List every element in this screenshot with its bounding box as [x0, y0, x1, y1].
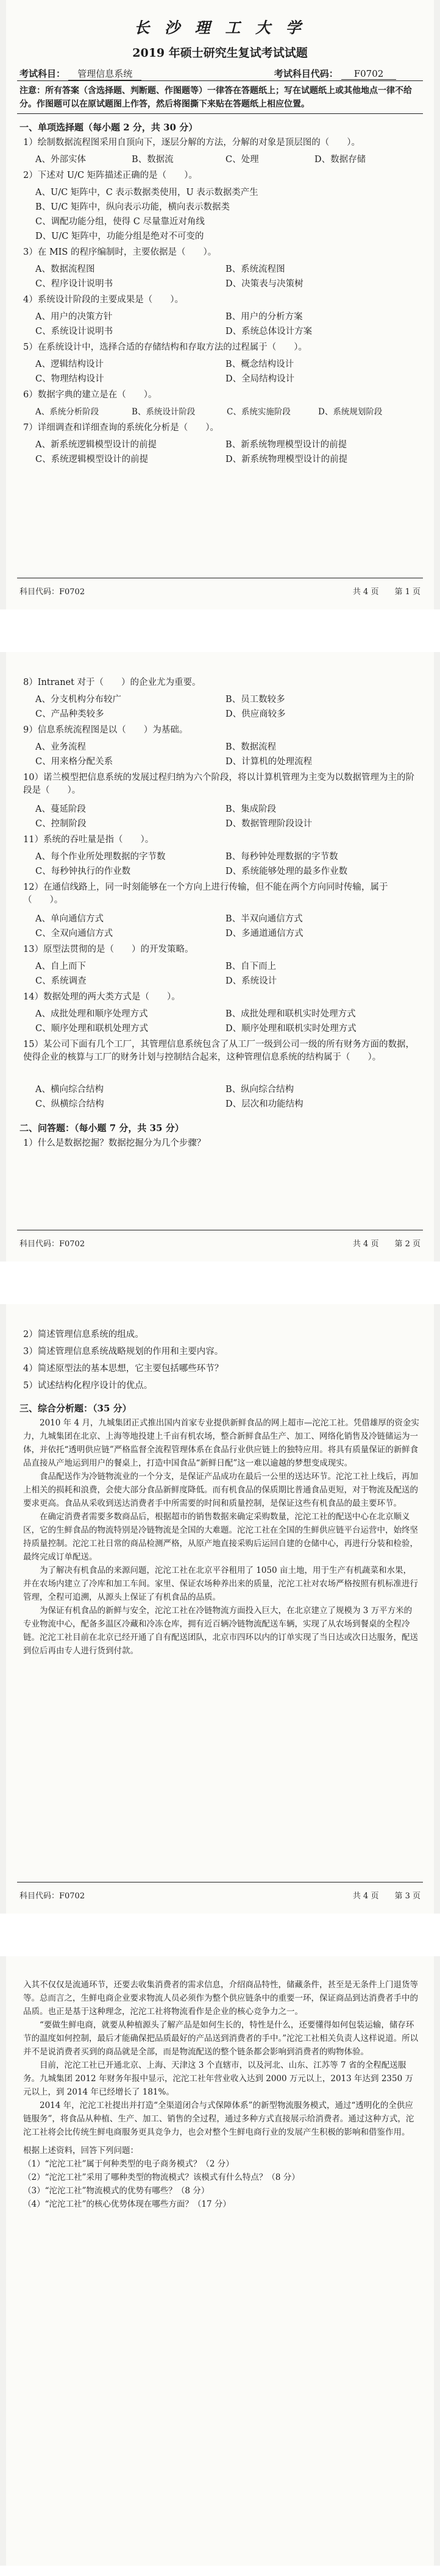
divider	[17, 80, 423, 81]
case-paragraph: 食品配送作为冷链物流业的一个分支，是保证产品成功在最后一公里的送达环节。沱沱工社上线后，再加上相关的损耗和浪费，会使大部分食品新鲜度降低。而有机食品的保质期比普通食品更短，对于物流及配送的要求更高。食品从采收到送达消费者手中所需要的时间和质量控制，是保证这些有机食品的最主要环节。	[23, 1472, 418, 1508]
question-stem: 3）在 MIS 的程序编制时，主要依据是（ ）。	[23, 247, 217, 257]
option: D、系统能够处理的最多作业数	[225, 867, 348, 876]
question-stem: 14）数据处理的两大类方式是（ ）。	[23, 992, 180, 1002]
option: C、全双向通信方式	[35, 929, 113, 939]
case-text	[23, 1416, 419, 1658]
option: A、用户的决策方针	[35, 312, 113, 322]
subject-label: 考试科目：	[20, 68, 66, 79]
option: A、横向综合结构	[35, 1085, 104, 1095]
option: C、系统设计说明书	[35, 327, 113, 336]
question-stem: 1）什么是数据挖掘？数据挖掘分为几个步骤？	[23, 1138, 206, 1148]
option: B、系统设计阶段	[132, 407, 196, 417]
option: A、逻辑结构设计	[35, 360, 104, 369]
option: C、用来格分配关系	[35, 757, 113, 767]
footer-code: 科目代码：F0702	[20, 1240, 85, 1249]
option: B、集成阶段	[225, 804, 277, 814]
option: A、数据流程图	[35, 264, 95, 274]
case-paragraph: 2010 年 4 月，九城集团正式推出国内首家专业提供新鲜食品的网上超市—沱沱工社。凭借雄厚的资金实力，九城集团在北京、上海等地投建上千亩有机农场，整合新鲜食品生产、加工、网络化销售及冷链储运为一体，并依托“透明供应链”严格监督全流程管理体系在食品行业供应链上的独特应用。将具有质量保证的新鲜食品直接从产地运到用户的餐桌上，打造中国食品“新鲜日配”这一难以逾越的梦想变成现实。	[23, 1418, 419, 1468]
question-stem: 3）简述管理信息系统战略规划的作用和主要内容。	[23, 1347, 224, 1357]
option: C、纵横综合结构	[35, 1099, 104, 1109]
question-stem: 10）诺兰模型把信息系统的发展过程归纳为六个阶段，将以计算机管理为主变为以数据管理为主的阶段是（ ）。	[23, 773, 414, 795]
page-sheet	[6, 1956, 434, 2566]
option: A、每个作业所处理数据的字节数	[35, 852, 166, 862]
question-stem: 5）在系统设计中，选择合适的存储结构和存取方法的过程属于（ ）。	[23, 342, 307, 352]
option: C、调配功能分组，使得 C 尽量靠近对角线	[35, 217, 205, 227]
section-title: 三、综合分析题：（35 分）	[20, 1403, 132, 1414]
answer-item: （2）“沱沱工社”采用了哪种类型的物流模式？该模式有什么特点？（8 分）	[23, 2173, 300, 2182]
option: B、自下而上	[225, 962, 277, 971]
section-title: 一、单项选择题（每小题 2 分，共 30 分）	[20, 122, 198, 133]
option: B、成批处理和联机实时处理方式	[225, 1009, 356, 1019]
option: A、蔓延阶段	[35, 804, 86, 814]
option: C、每秒钟执行的作业数	[35, 867, 131, 876]
answer-item: （3）“沱沱工社”物流模式的优势有哪些？（8 分）	[23, 2186, 210, 2196]
option: D、顺序处理和联机实时处理方式	[225, 1024, 357, 1034]
footer-code: 科目代码：F0702	[20, 1892, 85, 1901]
option: B、概念结构设计	[225, 360, 294, 369]
exam-page-4	[0, 1956, 440, 2566]
option: A、外部实体	[35, 155, 86, 165]
page-sheet	[6, 0, 434, 609]
option: A、自上而下	[35, 962, 86, 971]
question-stem: 11）系统的吞吐量是指（ ）。	[23, 835, 154, 845]
option: B、用户的分析方案	[225, 312, 303, 322]
option: D、系统总体设计方案	[225, 327, 313, 336]
case-paragraph: 目前，沱沱工社已开通北京、上海、天津这 3 个直辖市，以及河北、山东、江苏等 7 省的全程配送服务。九城集团 2012 年财务年报中显示，沱沱工社年营业收入达到 2000 万元以上，2013 年达到 2350 万元以上，到 2014 年已经增长了 181%。	[23, 2060, 413, 2097]
code-value: F0702	[341, 68, 396, 80]
option: A、新系统逻辑模型设计的前提	[35, 440, 157, 450]
answer-title: 根据上述资料，回答下列问题：	[23, 2146, 138, 2156]
answer-item: （4）“沱沱工社”的核心优势体现在哪些方面？（17 分）	[23, 2199, 231, 2209]
option: A、业务流程	[35, 742, 86, 752]
page-sheet	[6, 652, 434, 1261]
option: B、数据流	[132, 155, 174, 165]
exam-page-3	[0, 1304, 440, 1914]
footer-code: 科目代码：F0702	[20, 587, 85, 597]
option: C、系统逻辑模型设计的前提	[35, 455, 149, 464]
case-paragraph: “要做生鲜电商，就要从种植源头了解产品是如何生长的，特性是什么，还要懂得如何包装运输，储存环节的温度如何控制，最后才能确保把品质最好的产品送到消费者的手中。”沱沱工社相关负责人这样说道。所以并不是说消费者买到的商品就是全部，而是物流配送的整个链条都会影响到消费者的购物体验。	[23, 2020, 419, 2057]
case-paragraph: 为保证有机食品的新鲜与安全，沱沱工社在冷链物流方面投入巨大，在北京建立了规模为 3 万平方米的专业物流中心，配备多温区冷藏和冷冻仓库，拥有近百辆冷链物流配送车辆，实现了从农场到餐桌的全程冷链。沱沱工社目前在北京已经开通了自有配送团队，北京市四环以内的订单实现了当日达或次日达服务，配送到位后再由专人进行货到付款。	[23, 1606, 418, 1656]
case-paragraph: 在确定消费者需要多数商品后，根据超市的销售数据来确定采购数量，沱沱工社的配送中心在北京顺义区，它的生鲜食品的物流特别是冷链物流是全国的大难题。沱沱工社在全国的生鲜供应链平台运营中，始终坚持质量控制。沱沱工社日常的商品检测严格，从原产地直接采购后运回自建的仓储中心，再进行分装和检验，最终完成订单配送。	[23, 1512, 418, 1562]
page-sheet	[6, 1304, 434, 1914]
case-paragraph: 入其不仅仅是流通环节，还要去收集消费者的需求信息，介绍商品特性，储藏条件，甚至是无条件上门退货等等。总而言之，生鲜电商企业要求物流人员必须作为整个供应链条中的重要一环，保证商品到达消费者手中的品质。也正是基于这种理念，沱沱工社将物流看作是企业的核心竞争力之一。	[23, 1980, 418, 2017]
option: A、分支机构分布较广	[35, 695, 121, 704]
option: D、数据存储	[314, 155, 366, 165]
option: A、U/C 矩阵中，C 表示数据类使用，U 表示数据类产生	[35, 188, 258, 197]
option: C、系统调查	[35, 976, 87, 986]
option: D、供应商较多	[225, 709, 286, 719]
option: D、多通道通信方式	[225, 929, 303, 939]
option: C、物理结构设计	[35, 374, 104, 384]
option: B、纵向综合结构	[225, 1085, 294, 1095]
code-block	[274, 67, 396, 80]
question-stem: 13）原型法贯彻的是（ ）的开发策略。	[23, 945, 194, 954]
question-stem: 2）下述对 U/C 矩阵描述正确的是（ ）。	[23, 171, 197, 180]
question-stem: 2）简述管理信息系统的组成。	[23, 1330, 144, 1339]
option: A、成批处理和顺序处理方式	[35, 1009, 148, 1019]
option: B、系统流程图	[225, 264, 285, 274]
page-footer	[20, 585, 420, 597]
question-stem: 12）在通信线路上，同一时刻能够在一个方向上进行传输，但不能在两个方向同时传输，属于（ ）。	[23, 882, 388, 905]
option: D、决策表与决策树	[225, 279, 303, 289]
option: D、全局结构设计	[225, 374, 295, 384]
exam-notice: 注意：所有答案（含选择题、判断题、作图题等）一律答在答题纸上；写在试题纸上或其他地点一律不给分。作图题可以在原试题图上作答，然后将图撕下来贴在答题纸上相应位置。	[20, 86, 412, 109]
question-stem: 5）试述结构化程序设计的优点。	[23, 1381, 153, 1391]
exam-page-1	[0, 0, 440, 609]
question-stem: 4）简述原型法的基本思想，它主要包括哪些环节？	[23, 1364, 224, 1374]
divider	[17, 113, 423, 114]
exam-title: 2019 年硕士研究生复试考试试题	[132, 46, 308, 60]
option: C、控制阶段	[35, 819, 87, 829]
question-stem: 6）数据字典的建立是在（ ）。	[23, 390, 157, 400]
option: C、处理	[225, 155, 259, 165]
question-stem: 4）系统设计阶段的主要成果是（ ）。	[23, 295, 183, 305]
university-name: 长 沙 理 工 大 学	[134, 19, 306, 37]
case-paragraph: 为了解决有机食品的来源问题，沱沱工社在北京平谷租用了 1050 亩土地，用于生产有机蔬菜和水果，并在农场内建立了冷库和加工车间。家里、保证农场种养出来的质量，沱沱工社对农场严格按照有机标准进行管理，全程可追溯，从源头上保证了有机食品的品质。	[23, 1566, 418, 1602]
subject-value: 管理信息系统	[68, 67, 141, 80]
option: D、系统规划阶段	[318, 407, 383, 417]
option: D、数据管理阶段设计	[225, 819, 313, 829]
option: B、数据流程	[225, 742, 277, 752]
option: D、新系统物理模型设计的前提	[225, 455, 348, 464]
option: B、新系统物理模型设计的前提	[225, 440, 347, 450]
footer-pages: 共 4 页 第 3 页	[352, 1892, 420, 1901]
question-stem: 7）详细调查和详细查询的系统化分析是（ ）。	[23, 423, 219, 433]
option: A、单向通信方式	[35, 914, 104, 924]
case-text	[23, 1978, 419, 2211]
case-paragraph: 2014 年，沱沱工社提出并打造“全渠道闭合与式保障体系”的新型物流服务模式，通过“透明化的全供应链服务”，将食品从种植、生产、加工、销售的全过程，通过多种方式直接展示给消费者。通过这种方式，沱沱工社将会比传统生鲜电商服务更具竞争力，也会对整个生鲜电商行业的发展产生积极的影响和借鉴作用。	[23, 2101, 414, 2137]
answer-item: （1）“沱沱工社”属于何种类型的电子商务模式？（2 分）	[23, 2159, 234, 2169]
subject-row	[20, 67, 420, 80]
option: A、系统分析阶段	[35, 407, 99, 417]
option: C、系统实施阶段	[227, 407, 291, 417]
option: B、每秒钟处理数据的字节数	[225, 852, 338, 862]
option: C、程序设计说明书	[35, 279, 113, 289]
question-stem: 1）绘制数据流程图采用自顶向下，逐层分解的方法，分解的对象是顶层图的（ ）。	[23, 138, 360, 147]
option: B、员工数较多	[225, 695, 285, 704]
page-footer	[20, 1237, 420, 1249]
option: D、计算机的处理流程	[225, 757, 313, 767]
section-title: 二、问答题：（每小题 7 分，共 35 分）	[20, 1123, 184, 1134]
footer-pages: 共 4 页 第 1 页	[352, 587, 420, 597]
option: D、层次和功能结构	[225, 1099, 303, 1109]
question-stem: 15）某公司下面有几个工厂，其管理信息系统包含了从工厂一级到公司一级的所有财务方面的数据，使得企业的核算与工厂的财务计划与控制结合起来，这种管理信息系统的结构属于（ ）。	[23, 1040, 414, 1062]
question-stem: 8）Intranet 对于（ ）的企业尤为重要。	[23, 678, 201, 687]
page-footer	[20, 1889, 420, 1901]
option: C、顺序处理和联机处理方式	[35, 1024, 149, 1034]
code-label: 考试科目代码：	[274, 68, 338, 79]
footer-pages: 共 4 页 第 2 页	[352, 1240, 420, 1249]
question-stem: 9）信息系统流程图是以（ ）为基础。	[23, 725, 188, 735]
option: D、系统设计	[225, 976, 277, 986]
option: D、U/C 矩阵中，功能分组是绝对不可变的	[35, 232, 204, 241]
exam-page-2	[0, 652, 440, 1261]
option: B、半双向通信方式	[225, 914, 303, 924]
option: C、产品种类较多	[35, 709, 104, 719]
option: B、U/C 矩阵中，纵向表示功能，横向表示数据类	[35, 202, 230, 212]
